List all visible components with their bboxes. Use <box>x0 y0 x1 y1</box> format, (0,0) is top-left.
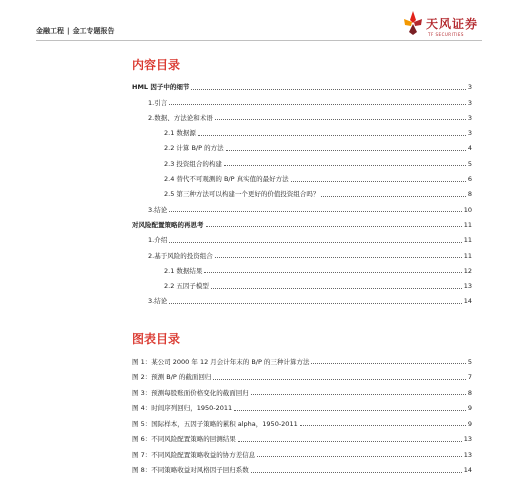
figure-list-title: 图表目录 <box>132 332 181 346</box>
logo-chinese-text: 天风证券 <box>426 17 479 31</box>
figure-entry-label: 图 3：预测每股账面价格变化的截面回归 <box>132 388 249 397</box>
figure-entry[interactable] <box>132 428 472 444</box>
dot-leader <box>321 196 465 197</box>
report-category <box>36 26 115 36</box>
toc-entry[interactable] <box>132 198 472 213</box>
toc-entry-page-number: 11 <box>463 251 472 260</box>
toc-entry-label: 2.5 第三种方法可以构建一个更好的价值投资组合吗？ <box>164 190 320 199</box>
toc-entry-page-number: 3 <box>467 113 472 122</box>
figure-entry-label: 图 7：不同风险配置策略收益的协方差信息 <box>132 450 256 459</box>
toc-entry-page-number: 13 <box>463 282 472 291</box>
toc-entry[interactable] <box>132 168 472 183</box>
toc-entry[interactable] <box>132 275 472 290</box>
toc-list <box>132 76 472 305</box>
dot-leader <box>169 242 462 243</box>
toc-entry-page-number: 3 <box>467 98 472 107</box>
dot-leader <box>238 441 462 442</box>
toc-entry-page-number: 3 <box>467 83 472 92</box>
dot-leader <box>213 379 465 380</box>
dot-leader <box>251 394 466 395</box>
toc-entry-label: 2.2 计算 B/P 的方法 <box>164 144 224 153</box>
figure-entry-page-number: 5 <box>467 357 472 366</box>
logo-english-text: TF SECURITIES <box>428 32 464 37</box>
figure-entry[interactable] <box>132 381 472 397</box>
toc-entry-label: 2.1 数据源 <box>164 129 196 138</box>
toc-entry-page-number: 10 <box>463 205 472 214</box>
tf-logo-mark-icon <box>402 10 424 36</box>
toc-entry[interactable] <box>132 229 472 244</box>
report-category-secondary: 金工专题报告 <box>72 27 115 35</box>
dot-leader <box>300 425 466 426</box>
dot-leader <box>204 272 461 273</box>
figure-entry-page-number: 13 <box>463 450 472 459</box>
toc-entry[interactable] <box>132 290 472 305</box>
figure-entry-label: 图 6：不同风险配置策略的回测结果 <box>132 435 236 443</box>
dot-leader <box>224 165 466 166</box>
figure-entry-page-number: 14 <box>463 466 472 474</box>
figure-entry-label: 图 8：不同策略收益对风格因子回归系数 <box>132 466 249 474</box>
dot-leader <box>198 135 466 136</box>
figure-entry-page-number: 7 <box>467 373 472 381</box>
figure-entry-page-number: 9 <box>467 404 472 412</box>
toc-entry-label: HML 因子中的细节 <box>132 83 190 92</box>
toc-entry[interactable] <box>132 107 472 122</box>
figure-entry-label: 图 5：国际样本，五因子策略的累积 alpha，1950-2011 <box>132 419 298 428</box>
toc-entry-label: 2.数据、方法论和术语 <box>148 113 213 122</box>
dot-leader <box>226 150 466 151</box>
dot-leader <box>215 257 462 258</box>
toc-entry-page-number: 11 <box>463 236 472 245</box>
toc-entry-page-number: 14 <box>463 297 472 306</box>
figure-entry-label: 图 4：时间序列回归，1950-2011 <box>132 404 233 412</box>
toc-entry-label: 3.结论 <box>148 297 168 306</box>
dot-leader <box>234 410 466 411</box>
toc-entry-page-number: 3 <box>467 129 472 138</box>
toc-entry-label: 2.2 五因子模型 <box>164 282 209 291</box>
figure-entry-page-number: 9 <box>467 419 472 428</box>
figure-entry-label: 图 1：某公司 2000 年 12 月会计年末的 B/P 的三种计算方法 <box>132 357 310 366</box>
toc-entry-label: 2.基于风险的投资组合 <box>148 251 213 260</box>
dot-leader <box>291 181 466 182</box>
header-divider <box>36 40 482 41</box>
header-separator: | <box>67 27 70 35</box>
figure-entry[interactable] <box>132 366 472 382</box>
figure-entry[interactable] <box>132 443 472 459</box>
toc-entry[interactable] <box>132 152 472 167</box>
toc-entry[interactable] <box>132 137 472 152</box>
toc-entry-label: 对风险配置策略的再思考 <box>132 220 204 229</box>
toc-entry-page-number: 8 <box>467 190 472 199</box>
dot-leader <box>169 303 462 304</box>
figure-entry-page-number: 13 <box>463 435 472 443</box>
toc-entry-label: 3.结论 <box>148 205 168 214</box>
figure-entry-label: 图 2：预测 B/P 的截面回归 <box>132 373 212 381</box>
toc-entry-page-number: 5 <box>467 159 472 168</box>
toc-entry[interactable] <box>132 260 472 275</box>
dot-leader <box>191 89 466 90</box>
toc-title: 内容目录 <box>132 58 181 72</box>
dot-leader <box>169 211 462 212</box>
toc-entry-page-number: 4 <box>467 144 472 153</box>
tf-securities-logo <box>402 10 482 44</box>
toc-entry[interactable] <box>132 244 472 259</box>
toc-entry-page-number: 12 <box>463 266 472 275</box>
toc-entry[interactable] <box>132 214 472 229</box>
toc-entry[interactable] <box>132 122 472 137</box>
dot-leader <box>215 119 466 120</box>
dot-leader <box>206 226 462 227</box>
figure-list <box>132 350 472 474</box>
toc-entry-page-number: 11 <box>463 220 472 229</box>
dot-leader <box>311 363 465 364</box>
dot-leader <box>257 456 462 457</box>
toc-entry-label: 1.介绍 <box>148 236 168 245</box>
dot-leader <box>169 104 466 105</box>
toc-entry-page-number: 6 <box>467 175 472 184</box>
toc-entry-label: 2.1 数据结果 <box>164 266 203 275</box>
toc-entry[interactable] <box>132 91 472 106</box>
page-header <box>0 0 506 48</box>
toc-entry-label: 1.引言 <box>148 98 168 107</box>
figure-entry[interactable] <box>132 397 472 413</box>
dot-leader <box>251 472 462 473</box>
toc-entry-label: 2.3 投资组合的构建 <box>164 159 222 168</box>
toc-entry[interactable] <box>132 183 472 198</box>
report-category-primary: 金融工程 <box>36 27 64 35</box>
figure-entry[interactable] <box>132 412 472 428</box>
figure-entry[interactable] <box>132 350 472 366</box>
dot-leader <box>211 288 462 289</box>
toc-entry[interactable] <box>132 76 472 91</box>
figure-entry-page-number: 8 <box>467 388 472 397</box>
figure-entry[interactable] <box>132 459 472 475</box>
toc-entry-label: 2.4 替代不可观测的 B/P 真实值的最好方法 <box>164 175 289 184</box>
